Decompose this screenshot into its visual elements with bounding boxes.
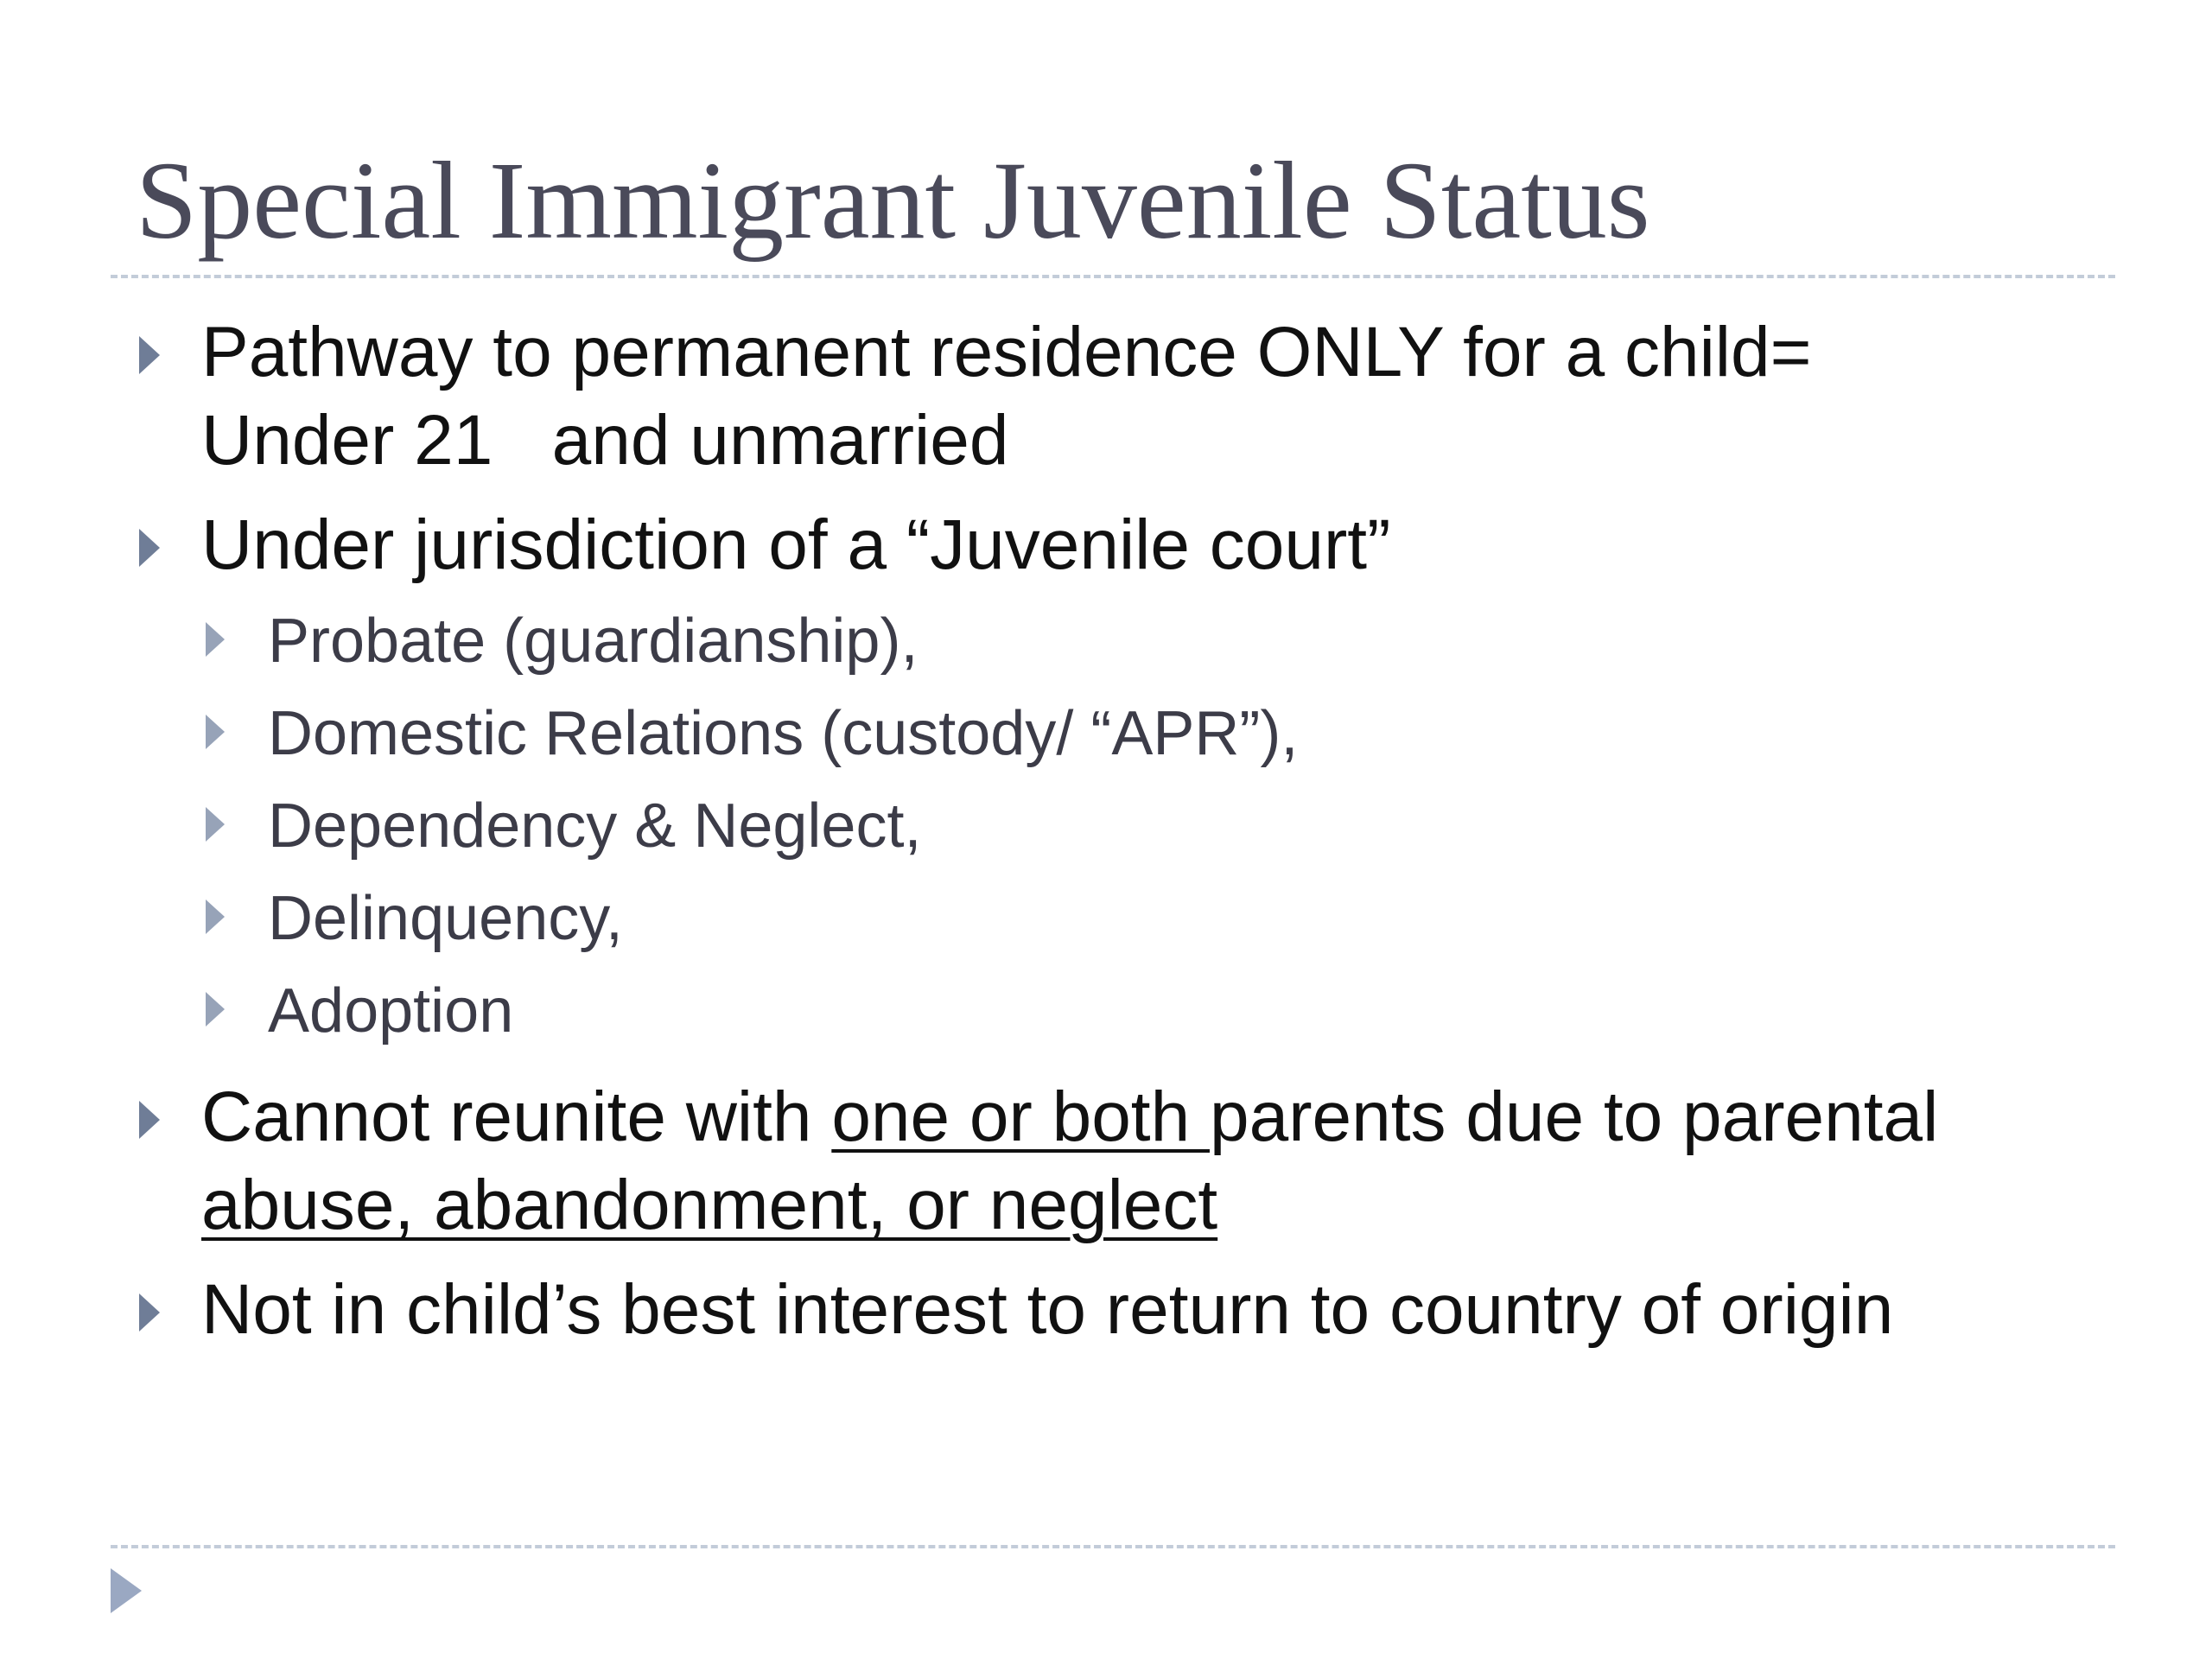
sub-bullet-text: Dependency & Neglect, bbox=[268, 791, 922, 861]
bullet-text-part: Cannot reunite with bbox=[201, 1077, 832, 1156]
bullet-text: Under jurisdiction of a “Juvenile court” bbox=[201, 505, 1391, 584]
bullet-triangle-icon bbox=[139, 1294, 160, 1332]
sub-bullet-triangle-icon bbox=[206, 807, 225, 842]
bullet-item bbox=[201, 308, 1812, 485]
sub-bullet-text: Adoption bbox=[268, 976, 514, 1046]
underlined-text: one or both bbox=[831, 1077, 1210, 1156]
sub-bullet-item bbox=[268, 687, 1298, 780]
sub-bullet-triangle-icon bbox=[206, 992, 225, 1027]
sub-bullet-triangle-icon bbox=[206, 622, 225, 657]
sub-bullet-item bbox=[268, 594, 918, 688]
bullet-text-continued: Under 21 and unmarried bbox=[201, 401, 1009, 480]
bullet-text bbox=[201, 1073, 1938, 1161]
sub-bullet-triangle-icon bbox=[206, 899, 225, 934]
bullet-item bbox=[201, 1073, 1938, 1249]
bullet-text-part: parents due to parental bbox=[1209, 1077, 1939, 1156]
bullet-item bbox=[201, 501, 1390, 589]
bottom-divider bbox=[111, 1545, 2115, 1548]
sub-bullet-item bbox=[268, 779, 921, 873]
sub-bullet-text: Delinquency, bbox=[268, 884, 623, 953]
underlined-text: abuse, abandonment, or neglect bbox=[201, 1166, 1218, 1244]
sub-bullet-item bbox=[268, 964, 513, 1058]
sub-bullet-text: Domestic Relations (custody/ “APR”), bbox=[268, 699, 1299, 768]
bullet-item bbox=[201, 1266, 1893, 1354]
bullet-text: Not in child’s best interest to return to country of origin bbox=[201, 1270, 1894, 1349]
bullet-text: Pathway to permanent residence ONLY for a child= bbox=[201, 313, 1812, 391]
slide-title: Special Immigrant Juvenile Status bbox=[136, 139, 1650, 262]
corner-triangle-icon bbox=[111, 1568, 142, 1613]
bullet-triangle-icon bbox=[139, 1101, 160, 1139]
bullet-triangle-icon bbox=[139, 336, 160, 374]
sub-bullet-triangle-icon bbox=[206, 715, 225, 749]
sub-bullet-item bbox=[268, 872, 623, 965]
sub-bullet-text: Probate (guardianship), bbox=[268, 607, 918, 676]
top-divider bbox=[111, 275, 2115, 278]
bullet-triangle-icon bbox=[139, 529, 160, 567]
